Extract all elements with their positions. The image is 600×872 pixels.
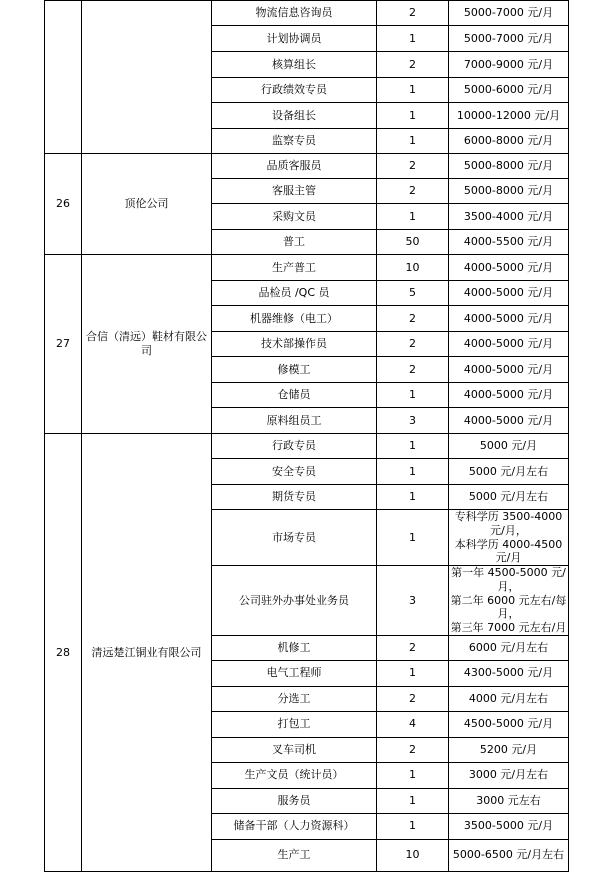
headcount-cell: 2 <box>377 1 449 26</box>
salary-cell <box>449 510 569 566</box>
headcount-cell: 2 <box>377 306 449 332</box>
company-number-cell: 28 <box>45 434 82 872</box>
salary-cell: 4000-5500 元/月 <box>449 230 569 255</box>
position-cell: 仓储员 <box>212 383 377 408</box>
headcount-cell: 1 <box>377 762 449 788</box>
position-cell: 期货专员 <box>212 485 377 510</box>
headcount-cell: 1 <box>377 660 449 686</box>
salary-cell: 5000 元/月 <box>449 434 569 459</box>
position-cell: 物流信息咨询员 <box>212 1 377 26</box>
headcount-cell: 5 <box>377 281 449 306</box>
headcount-cell: 10 <box>377 839 449 871</box>
position-cell: 客服主管 <box>212 179 377 204</box>
headcount-cell: 3 <box>377 408 449 434</box>
salary-cell: 5000-7000 元/月 <box>449 26 569 52</box>
position-cell: 计划协调员 <box>212 26 377 52</box>
table-row <box>45 1 569 26</box>
position-cell: 打包工 <box>212 711 377 737</box>
salary-cell: 4000-5000 元/月 <box>449 357 569 383</box>
salary-cell: 4000-5000 元/月 <box>449 306 569 332</box>
salary-cell: 5000-7000 元/月 <box>449 1 569 26</box>
headcount-cell: 1 <box>377 434 449 459</box>
position-cell: 生产工 <box>212 839 377 871</box>
position-cell: 生产文员（统计员） <box>212 762 377 788</box>
company-number-cell: 27 <box>45 255 82 434</box>
salary-cell: 5000-8000 元/月 <box>449 154 569 179</box>
position-cell: 生产普工 <box>212 255 377 281</box>
headcount-cell: 2 <box>377 332 449 357</box>
headcount-cell: 2 <box>377 635 449 660</box>
headcount-cell: 3 <box>377 566 449 636</box>
company-number-cell <box>45 1 82 154</box>
position-cell: 公司驻外办事处业务员 <box>212 566 377 636</box>
salary-cell: 4300-5000 元/月 <box>449 660 569 686</box>
salary-cell: 3500-4000 元/月 <box>449 204 569 230</box>
position-cell: 监察专员 <box>212 129 377 154</box>
position-cell: 叉车司机 <box>212 737 377 762</box>
position-cell: 服务员 <box>212 788 377 813</box>
position-cell: 品检员 /QC 员 <box>212 281 377 306</box>
position-cell: 技术部操作员 <box>212 332 377 357</box>
salary-cell: 5000-8000 元/月 <box>449 179 569 204</box>
headcount-cell: 1 <box>377 813 449 839</box>
salary-line: 第一年 4500-5000 元/月， <box>451 566 566 593</box>
headcount-cell: 1 <box>377 510 449 566</box>
salary-cell: 5200 元/月 <box>449 737 569 762</box>
salary-cell: 5000 元/月左右 <box>449 459 569 485</box>
position-cell: 核算组长 <box>212 52 377 78</box>
company-number-cell: 26 <box>45 154 82 255</box>
salary-cell: 4000-5000 元/月 <box>449 408 569 434</box>
position-cell: 设备组长 <box>212 103 377 129</box>
salary-cell: 4000-5000 元/月 <box>449 332 569 357</box>
salary-cell: 6000-8000 元/月 <box>449 129 569 154</box>
job-listing-table <box>44 0 569 872</box>
headcount-cell: 1 <box>377 103 449 129</box>
table-row <box>45 255 569 281</box>
position-cell: 品质客服员 <box>212 154 377 179</box>
headcount-cell: 1 <box>377 383 449 408</box>
salary-cell: 3500-5000 元/月 <box>449 813 569 839</box>
salary-cell: 4000-5000 元/月 <box>449 255 569 281</box>
headcount-cell: 1 <box>377 788 449 813</box>
salary-cell: 4000-5000 元/月 <box>449 281 569 306</box>
salary-line: 专科学历 3500-4000 元/月， <box>454 510 563 537</box>
position-cell: 市场专员 <box>212 510 377 566</box>
salary-cell: 10000-12000 元/月 <box>449 103 569 129</box>
position-cell: 安全专员 <box>212 459 377 485</box>
headcount-cell: 2 <box>377 737 449 762</box>
salary-line: 第三年 7000 元左右/月 <box>450 621 567 634</box>
position-cell: 行政绩效专员 <box>212 78 377 103</box>
headcount-cell: 2 <box>377 179 449 204</box>
headcount-cell: 1 <box>377 129 449 154</box>
position-cell: 采购文员 <box>212 204 377 230</box>
headcount-cell: 2 <box>377 686 449 711</box>
salary-cell: 5000-6000 元/月 <box>449 78 569 103</box>
position-cell: 分选工 <box>212 686 377 711</box>
salary-cell: 4000-5000 元/月 <box>449 383 569 408</box>
position-cell: 原料组员工 <box>212 408 377 434</box>
job-listing-body <box>45 1 569 872</box>
salary-cell: 3000 元左右 <box>449 788 569 813</box>
headcount-cell: 2 <box>377 52 449 78</box>
table-row <box>45 154 569 179</box>
salary-cell: 3000 元/月左右 <box>449 762 569 788</box>
position-cell: 机器维修（电工） <box>212 306 377 332</box>
company-name-cell: 合信（清远）鞋材有限公司 <box>82 255 212 434</box>
headcount-cell: 4 <box>377 711 449 737</box>
position-cell: 机修工 <box>212 635 377 660</box>
headcount-cell: 50 <box>377 230 449 255</box>
headcount-cell: 1 <box>377 204 449 230</box>
salary-cell: 5000-6500 元/月左右 <box>449 839 569 871</box>
headcount-cell: 1 <box>377 485 449 510</box>
salary-cell: 6000 元/月左右 <box>449 635 569 660</box>
company-name-cell: 顶伦公司 <box>82 154 212 255</box>
salary-cell: 4000 元/月左右 <box>449 686 569 711</box>
salary-cell: 7000-9000 元/月 <box>449 52 569 78</box>
position-cell: 行政专员 <box>212 434 377 459</box>
position-cell: 修模工 <box>212 357 377 383</box>
headcount-cell: 10 <box>377 255 449 281</box>
salary-line: 第二年 6000 元左右/每月， <box>450 593 567 621</box>
company-name-cell <box>82 1 212 154</box>
position-cell: 电气工程师 <box>212 660 377 686</box>
position-cell: 储备干部（人力资源科） <box>212 813 377 839</box>
salary-cell: 4500-5000 元/月 <box>449 711 569 737</box>
headcount-cell: 1 <box>377 459 449 485</box>
salary-cell: 5000 元/月左右 <box>449 485 569 510</box>
position-cell: 普工 <box>212 230 377 255</box>
salary-line: 本科学历 4000-4500 元/月 <box>454 537 563 565</box>
headcount-cell: 1 <box>377 78 449 103</box>
salary-cell <box>449 566 569 636</box>
headcount-cell: 2 <box>377 154 449 179</box>
headcount-cell: 1 <box>377 26 449 52</box>
headcount-cell: 2 <box>377 357 449 383</box>
table-row <box>45 434 569 459</box>
company-name-cell: 清远楚江铜业有限公司 <box>82 434 212 872</box>
